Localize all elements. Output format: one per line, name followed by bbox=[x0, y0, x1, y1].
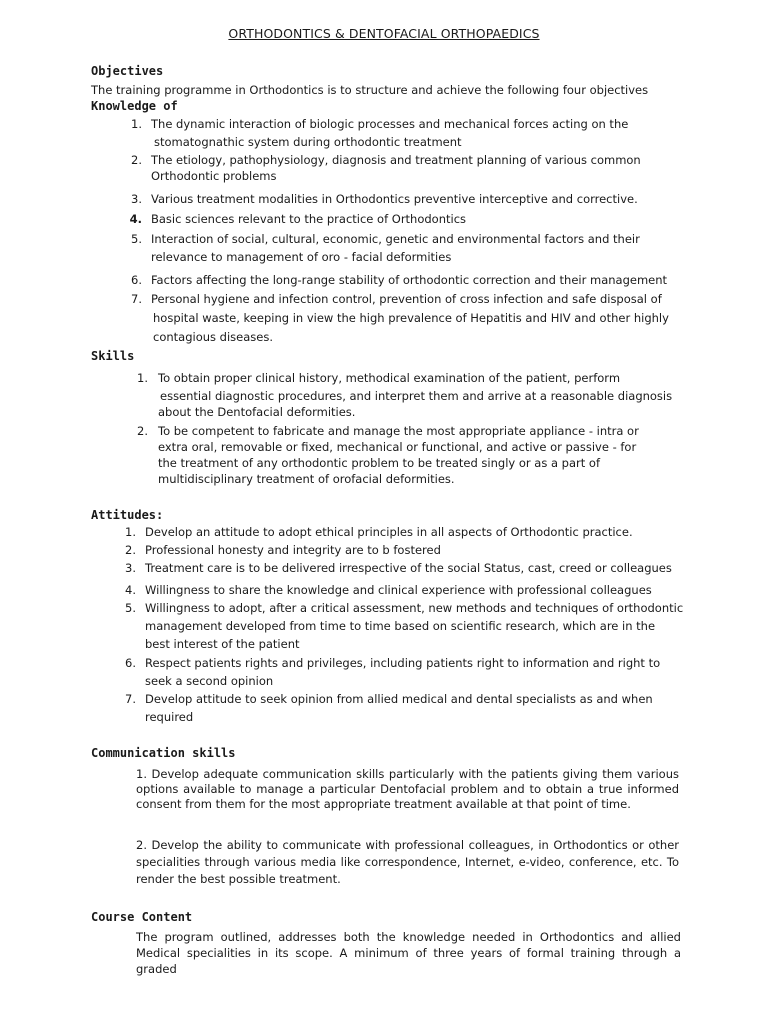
list-item-number: 3. bbox=[125, 561, 136, 575]
list-item-line: Factors affecting the long-range stability of orthodontic correction and their management bbox=[151, 273, 668, 287]
list-item-line: contagious diseases. bbox=[153, 330, 273, 344]
list-item-line: The dynamic interaction of biologic processes and mechanical forces acting on the bbox=[151, 117, 629, 131]
course-content-paragraph: The program outlined, addresses both the knowledge needed in Orthodontics and allied Medical specialities in its scope. A minimum of three years of formal training through a graded bbox=[136, 930, 681, 976]
list-item-number: 7. bbox=[125, 692, 136, 706]
list-item-line: The etiology, pathophysiology, diagnosis and treatment planning of various common bbox=[151, 153, 641, 167]
communication-paragraph-1: 1. Develop adequate communication skills particularly with the patients giving them various options available to manage a particular Dentofacial problem and to obtain a true informed consent from them for the most appropriate treatment available at that point of time. bbox=[136, 767, 679, 811]
list-item-number: 4. bbox=[129, 212, 142, 226]
list-item-line: Willingness to share the knowledge and clinical experience with professional colleagues bbox=[145, 583, 652, 597]
list-item-line: Professional honesty and integrity are to b fostered bbox=[145, 543, 441, 557]
list-item-number: 6. bbox=[125, 656, 136, 670]
list-item-line: about the Dentofacial deformities. bbox=[158, 405, 356, 419]
list-item-line: multidisciplinary treatment of orofacial deformities. bbox=[158, 472, 455, 486]
list-item-line: To be competent to fabricate and manage the most appropriate appliance - intra or bbox=[158, 424, 639, 438]
list-item-number: 1. bbox=[125, 525, 136, 539]
list-item-number: 2. bbox=[125, 543, 136, 557]
list-item bbox=[151, 116, 628, 150]
list-item-line: hospital waste, keeping in view the high prevalence of Hepatitis and HIV and other highly bbox=[153, 311, 669, 325]
list-item-number: 1. bbox=[131, 117, 142, 131]
list-item-line: Develop an attitude to adopt ethical principles in all aspects of Orthodontic practice. bbox=[145, 525, 633, 539]
course-content-heading: Course Content bbox=[91, 910, 193, 924]
list-item bbox=[151, 191, 638, 207]
list-item-line: Respect patients rights and privileges, including patients right to information and right to bbox=[145, 656, 661, 670]
list-item-line: Various treatment modalities in Orthodontics preventive interceptive and corrective. bbox=[151, 192, 638, 206]
objectives-intro: The training programme in Orthodontics is to structure and achieve the following four objectives bbox=[91, 83, 649, 97]
list-item-line: management developed from time to time based on scientific research, which are in the bbox=[145, 619, 656, 633]
list-item-line: best interest of the patient bbox=[145, 637, 300, 651]
list-item-number: 6. bbox=[131, 273, 142, 287]
list-item-line: essential diagnostic procedures, and interpret them and arrive at a reasonable diagnosis bbox=[160, 389, 673, 403]
page-title: ORTHODONTICS & DENTOFACIAL ORTHOPAEDICS bbox=[228, 26, 540, 41]
list-item bbox=[145, 542, 441, 558]
list-item-number: 5. bbox=[131, 232, 142, 246]
communication-paragraph-2: 2. Develop the ability to communicate with professional colleagues, in Orthodontics or other specialities through various media like correspondence, Internet, e-video, conference, etc. To render the best possible treatment. bbox=[136, 838, 679, 886]
list-item bbox=[145, 560, 672, 576]
list-item-number: 2. bbox=[131, 153, 142, 167]
list-item-line: Basic sciences relevant to the practice of Orthodontics bbox=[151, 212, 467, 226]
list-item-number: 5. bbox=[125, 601, 136, 615]
list-item-line: required bbox=[145, 710, 194, 724]
list-item bbox=[145, 691, 653, 725]
list-item-line: extra oral, removable or fixed, mechanical or functional, and active or passive - for bbox=[158, 440, 637, 454]
list-item-line: seek a second opinion bbox=[145, 674, 274, 688]
list-item bbox=[145, 600, 683, 652]
list-item bbox=[151, 272, 667, 288]
list-item-line: Develop attitude to seek opinion from allied medical and dental specialists as and when bbox=[145, 692, 653, 706]
list-item bbox=[145, 655, 660, 689]
list-item bbox=[151, 231, 640, 265]
list-item-number: 7. bbox=[131, 292, 142, 306]
skills-heading: Skills bbox=[91, 349, 135, 363]
list-item-number: 2. bbox=[137, 424, 148, 438]
list-item-line: relevance to management of oro - facial deformities bbox=[151, 250, 452, 264]
list-item bbox=[151, 291, 669, 345]
list-item-line: stomatognathic system during orthodontic treatment bbox=[154, 135, 462, 149]
attitudes-heading: Attitudes: bbox=[91, 508, 164, 522]
list-item-line: To obtain proper clinical history, methodical examination of the patient, perform bbox=[158, 371, 621, 385]
communication-heading: Communication skills bbox=[91, 746, 236, 760]
list-item bbox=[151, 211, 466, 227]
list-item-line: Orthodontic problems bbox=[151, 169, 277, 183]
list-item-line: Interaction of social, cultural, economic, genetic and environmental factors and their bbox=[151, 232, 640, 246]
list-item bbox=[158, 423, 639, 487]
list-item-line: the treatment of any orthodontic problem to be treated singly or as a part of bbox=[158, 456, 601, 470]
knowledge-subheading: Knowledge of bbox=[91, 99, 178, 113]
list-item-number: 3. bbox=[131, 192, 142, 206]
list-item bbox=[158, 370, 672, 420]
objectives-heading: Objectives bbox=[91, 64, 164, 78]
list-item bbox=[151, 152, 641, 184]
list-item bbox=[145, 582, 652, 598]
list-item-number: 1. bbox=[137, 371, 148, 385]
list-item-line: Willingness to adopt, after a critical assessment, new methods and techniques of orthodontic bbox=[145, 601, 684, 615]
list-item-line: Treatment care is to be delivered irrespective of the social Status, cast, creed or colleagues bbox=[145, 561, 672, 575]
list-item-number: 4. bbox=[125, 583, 136, 597]
list-item-line: Personal hygiene and infection control, prevention of cross infection and safe disposal of bbox=[151, 292, 662, 306]
list-item bbox=[145, 524, 633, 540]
